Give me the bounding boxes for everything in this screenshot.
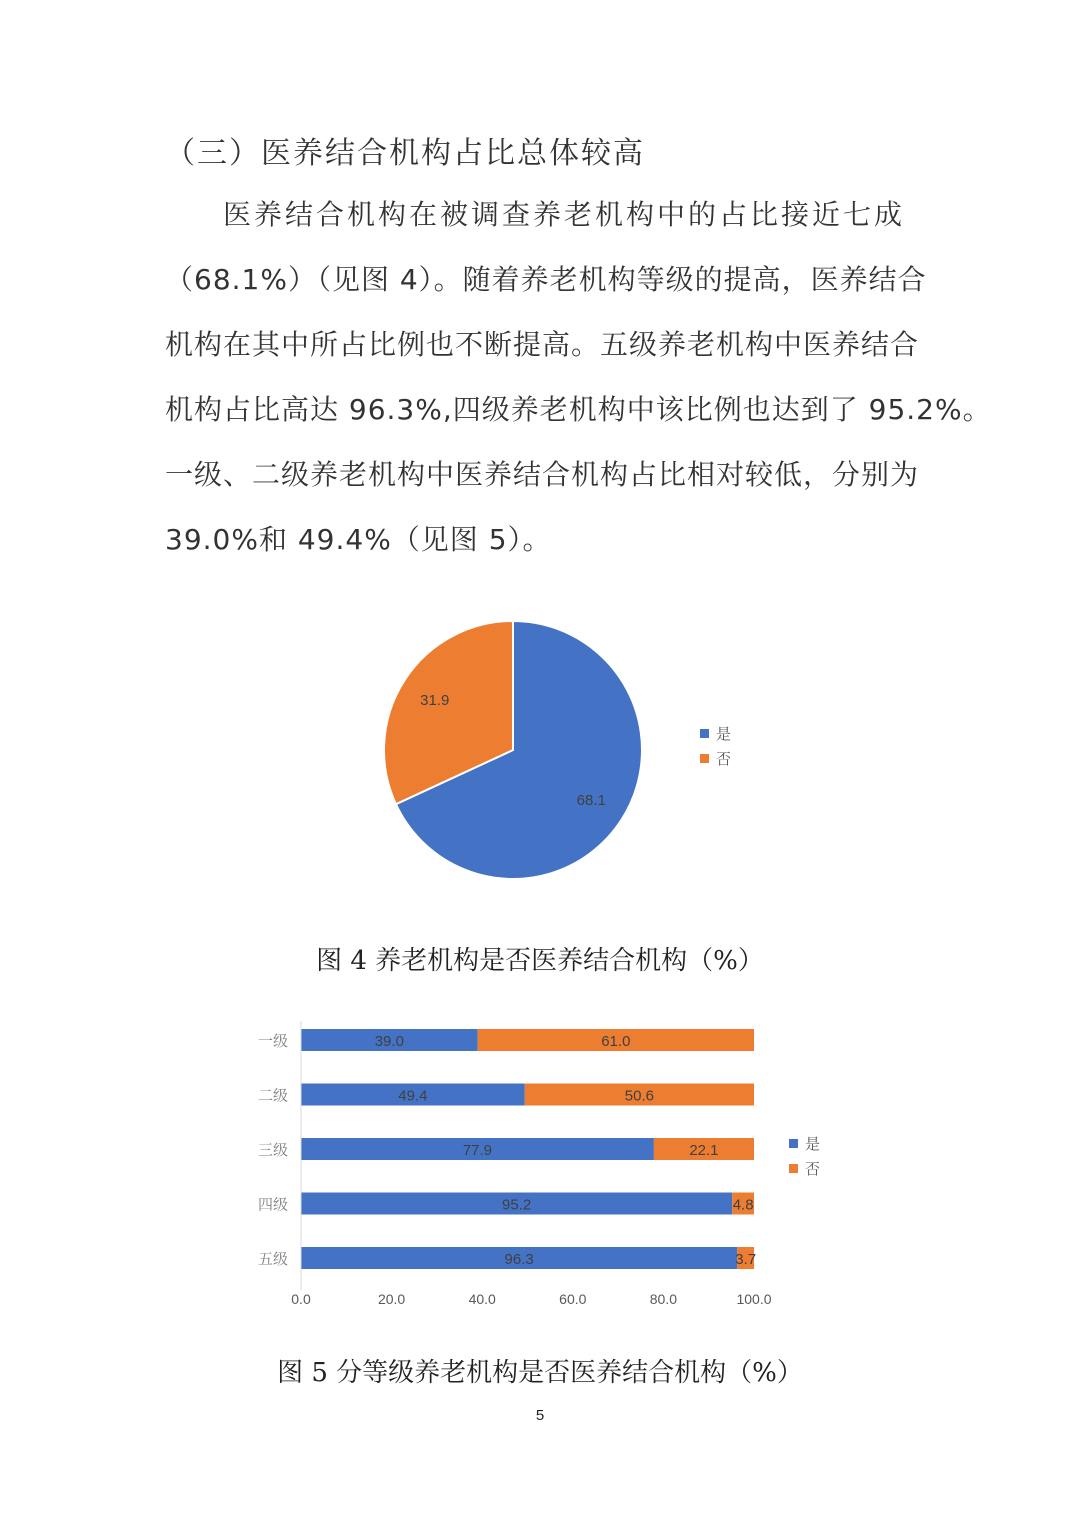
x-tick-label: 100.0 — [736, 1291, 772, 1307]
bar-data-label: 96.3 — [504, 1251, 534, 1268]
body-paragraph — [165, 182, 992, 572]
pie-slices — [384, 621, 642, 879]
paragraph-line: 医养结合机构在被调查养老机构中的占比接近七成 — [223, 198, 906, 231]
legend-label: 否 — [716, 750, 732, 768]
bar-data-label: 3.7 — [735, 1251, 757, 1268]
bar-data-label: 49.4 — [398, 1087, 428, 1105]
category-label: 二级 — [257, 1086, 288, 1105]
x-tick-label: 60.0 — [559, 1291, 587, 1307]
bar-data-label: 22.1 — [689, 1142, 719, 1159]
pie-legend — [700, 725, 731, 768]
bar-data-label: 95.2 — [502, 1196, 532, 1214]
bar-segments — [301, 1029, 757, 1269]
x-tick-label: 40.0 — [468, 1291, 496, 1307]
category-label: 五级 — [257, 1250, 288, 1268]
section-heading: （三）医养结合机构占比总体较高 — [165, 136, 645, 171]
paragraph-line: （68.1%）（见图 4）。随着养老机构等级的提高，医养结合 — [165, 263, 927, 296]
paragraph-line: 一级、二级养老机构中医养结合机构占比相对较低，分别为 — [165, 458, 920, 491]
legend-label: 是 — [805, 1135, 821, 1153]
legend-swatch — [700, 754, 709, 763]
category-labels — [258, 1032, 288, 1268]
paragraph-line: 机构占比高达 96.3%,四级养老机构中该比例也达到了 95.2%。 — [165, 393, 992, 426]
x-tick-label: 0.0 — [291, 1291, 311, 1307]
figure5-caption: 图 5 分等级养老机构是否医养结合机构（%） — [277, 1358, 803, 1388]
bar-data-label: 39.0 — [374, 1033, 404, 1050]
bar-data-label: 77.9 — [462, 1142, 493, 1159]
legend-swatch — [789, 1139, 798, 1148]
bar-legend — [789, 1135, 820, 1178]
legend-label: 否 — [805, 1160, 821, 1178]
x-tick-label: 80.0 — [649, 1291, 678, 1307]
legend-label: 是 — [716, 725, 732, 743]
legend-swatch — [700, 729, 709, 738]
category-label: 三级 — [257, 1141, 288, 1159]
category-label: 一级 — [257, 1032, 288, 1050]
legend-swatch — [789, 1164, 798, 1173]
figure4-caption: 图 4 养老机构是否医养结合机构（%） — [316, 946, 764, 976]
bar-data-label: 4.8 — [732, 1196, 754, 1214]
pie-data-label: 31.9 — [420, 691, 450, 709]
page-number: 5 — [535, 1407, 545, 1424]
bar-data-label: 50.6 — [624, 1087, 654, 1105]
bar-data-label: 61.0 — [601, 1033, 631, 1050]
pie-chart — [370, 610, 770, 900]
paragraph-line: 机构在其中所占比例也不断提高。五级养老机构中医养结合 — [165, 328, 920, 361]
stacked-bar-chart — [240, 1015, 860, 1325]
pie-data-label: 68.1 — [576, 792, 606, 810]
category-label: 四级 — [257, 1195, 288, 1214]
paragraph-line: 39.0%和 49.4%（见图 5）。 — [165, 523, 552, 556]
x-tick-label: 20.0 — [377, 1291, 406, 1307]
